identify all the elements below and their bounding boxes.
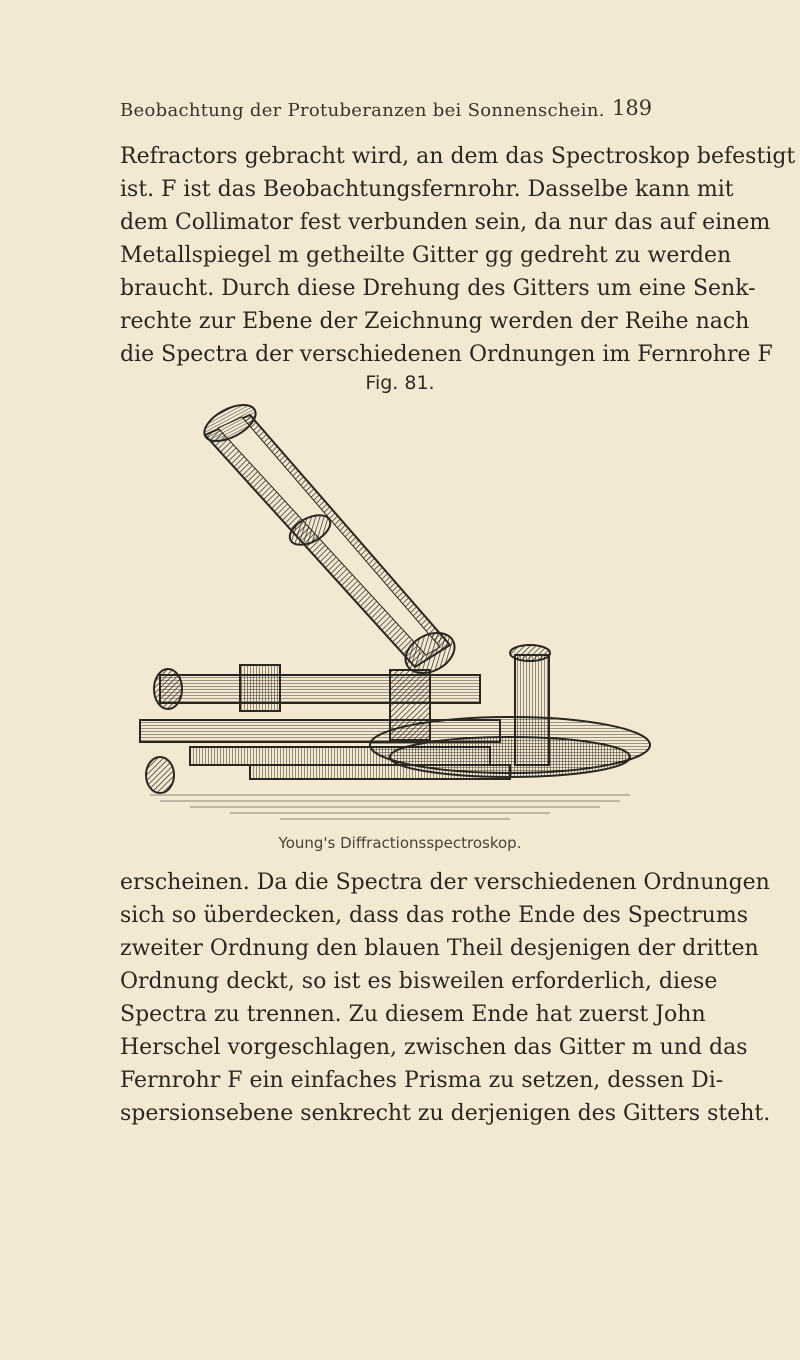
telescope-tube [199, 397, 462, 681]
text-line: erscheinen. Da die Spectra der verschiedenen Ordnungen [120, 870, 770, 895]
text-line: zweiter Ordnung den blauen Theil desjenigen der dritten [120, 936, 759, 961]
running-header: Beobachtung der Protuberanzen bei Sonnenschein. [120, 100, 605, 121]
paragraph-bottom [120, 866, 771, 1130]
text-line: spersionsebene senkrecht zu derjenigen des Gitters steht. [120, 1101, 771, 1126]
text-line: ist. F ist das Beobachtungsfernrohr. Dasselbe kann mit [120, 177, 734, 202]
text-line: Ordnung deckt, so ist es bisweilen erforderlich, diese [120, 969, 718, 994]
figure-caption: Young's Diffractionsspectroskop. [278, 834, 522, 852]
text-line: Metallspiegel m getheilte Gitter gg gedreht zu werden [120, 243, 732, 268]
text-line: braucht. Durch diese Drehung des Gitters um eine Senk- [120, 276, 756, 301]
text-line: Spectra zu trennen. Zu diesem Ende hat zuerst John [120, 1002, 706, 1027]
text-line: dem Collimator fest verbunden sein, da nur das auf einem [120, 210, 771, 235]
text-line: sich so überdecken, dass das rothe Ende des Spectrums [120, 903, 748, 928]
text-line: rechte zur Ebene der Zeichnung werden der Reihe nach [120, 309, 750, 334]
text-line: Refractors gebracht wird, an dem das Spectroskop befestigt [120, 144, 796, 169]
figure-label: Fig. 81. [365, 372, 435, 394]
spectroscope-illustration [130, 395, 660, 835]
base-lines [150, 795, 630, 819]
page-number: 189 [612, 96, 653, 120]
text-line: Fernrohr F ein einfaches Prisma zu setzen, dessen Di- [120, 1068, 724, 1093]
paragraph-top [120, 140, 796, 371]
text-line: Herschel vorgeschlagen, zwischen das Gitter m und das [120, 1035, 748, 1060]
text-line: die Spectra der verschiedenen Ordnungen im Fernrohre F [120, 342, 773, 367]
